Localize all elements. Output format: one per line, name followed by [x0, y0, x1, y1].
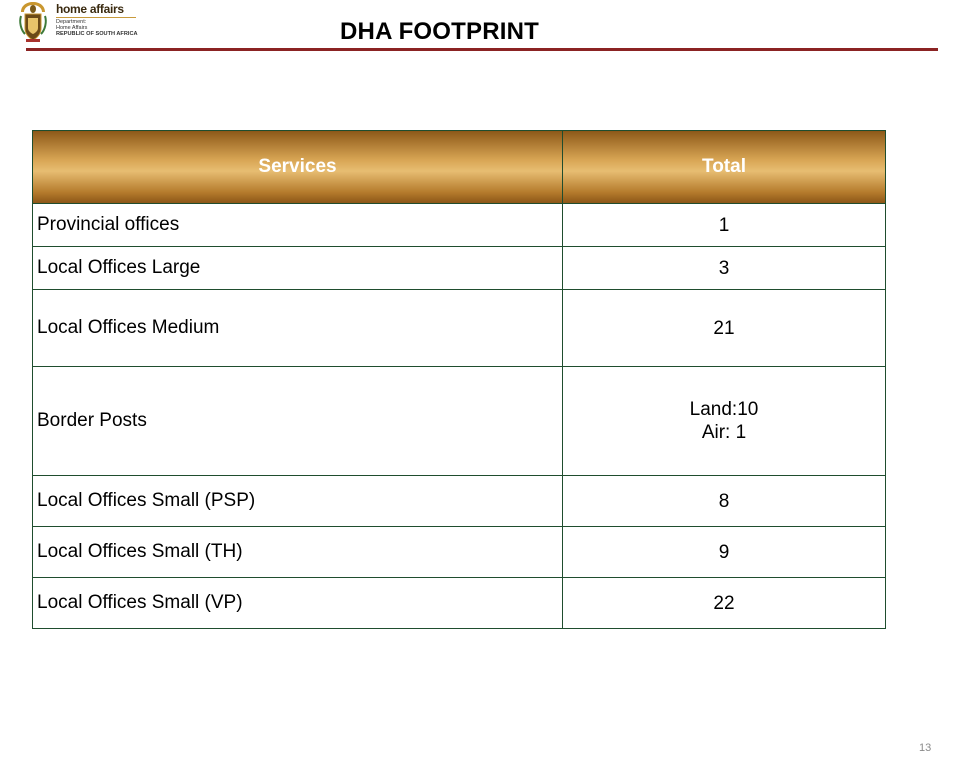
service-cell: Local Offices Small (VP) [33, 578, 563, 629]
table-row [33, 476, 886, 527]
table-row [33, 247, 886, 290]
total-value: Air: 1 [701, 422, 747, 443]
home-affairs-logo [14, 0, 144, 44]
service-cell: Provincial offices [33, 204, 563, 247]
total-value: 9 [718, 541, 730, 563]
total-value: Land:10 [689, 399, 759, 420]
column-header-services: Services [33, 131, 563, 204]
logo-country: REPUBLIC OF SOUTH AFRICA [56, 31, 138, 37]
table-row [33, 527, 886, 578]
service-cell: Local Offices Small (PSP) [33, 476, 563, 527]
total-value: 1 [718, 214, 730, 236]
total-cell [563, 527, 886, 578]
total-cell [563, 290, 886, 367]
table-row [33, 367, 886, 476]
page-title: DHA FOOTPRINT [340, 18, 540, 45]
total-cell [563, 578, 886, 629]
total-cell [563, 367, 886, 476]
total-value: 22 [713, 592, 735, 614]
total-value: 3 [718, 257, 730, 279]
table-header-row [33, 131, 886, 204]
total-cell [563, 204, 886, 247]
total-cell [563, 247, 886, 290]
services-table [32, 130, 886, 629]
service-cell: Local Offices Large [33, 247, 563, 290]
logo-dept-line: Department: [56, 19, 87, 25]
service-cell: Local Offices Medium [33, 290, 563, 367]
total-cell [563, 476, 886, 527]
coat-of-arms-icon [18, 0, 48, 42]
page-number: 13 [919, 742, 932, 754]
table-row [33, 578, 886, 629]
service-cell: Local Offices Small (TH) [33, 527, 563, 578]
title-divider [26, 48, 938, 51]
column-header-total: Total [563, 131, 886, 204]
logo-wordmark: home affairs [56, 2, 124, 16]
logo-department-text [56, 19, 138, 37]
logo-divider [56, 17, 136, 18]
table-row [33, 290, 886, 367]
total-value: 8 [718, 490, 730, 512]
service-cell: Border Posts [33, 367, 563, 476]
total-value: 21 [713, 317, 735, 339]
logo-dept-line: Home Affairs [56, 25, 88, 31]
table-row [33, 204, 886, 247]
